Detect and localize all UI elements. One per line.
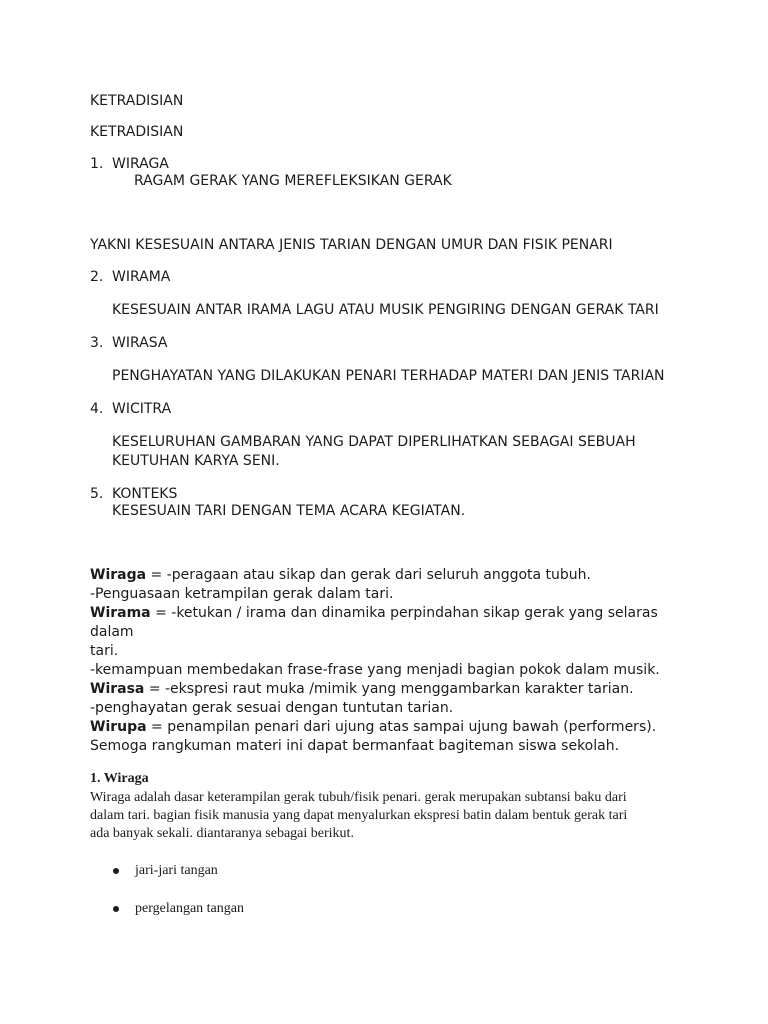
closing-line: Semoga rangkuman materi ini dapat bermanfaat bagiteman siswa sekolah.: [90, 738, 620, 754]
doc-subtitle: KETRADISIAN: [90, 124, 184, 140]
list-item-3-desc: PENGHAYATAN YANG DILAKUKAN PENARI TERHADAP MATERI DAN JENIS TARIAN: [112, 368, 665, 384]
def-wirama-text: = -ketukan / irama dan dinamika perpindahan sikap gerak yang selaras: [150, 605, 658, 621]
section-para-line1: Wiraga adalah dasar keterampilan gerak tubuh/fisik penari. gerak merupakan subtansi baku dari: [90, 790, 627, 805]
def-wirasa-text: = -ekspresi raut muka /mimik yang menggambarkan karakter tarian.: [144, 681, 634, 697]
list-item-2: [0, 268, 768, 288]
def-wirupa-text: = penampilan penari dari ujung atas sampai ujung bawah (performers).: [146, 719, 657, 735]
list-number: 1.: [90, 156, 104, 172]
def-wirasa-line2: -penghayatan gerak sesuai dengan tuntutan tarian.: [90, 700, 454, 716]
def-wirama-line2: dalam: [90, 624, 134, 640]
list-item-4: [0, 400, 768, 420]
bullet-item: pergelangan tangan: [135, 901, 244, 916]
list-number: 5.: [90, 486, 104, 502]
list-item-1-desc: RAGAM GERAK YANG MEREFLEKSIKAN GERAK: [134, 173, 452, 189]
bullet-icon: [113, 868, 119, 874]
def-wirupa: [90, 718, 656, 737]
bullet-icon: [113, 906, 119, 912]
list-label: WIRASA: [112, 335, 168, 351]
list-item-4-desc-line1: KESELURUHAN GAMBARAN YANG DAPAT DIPERLIHATKAN SEBAGAI SEBUAH: [112, 434, 636, 450]
term-wirama: Wirama: [90, 605, 151, 621]
term-wiraga: Wiraga: [90, 567, 147, 583]
def-wiraga-text: = -peragaan atau sikap dan gerak dari seluruh anggota tubuh.: [146, 567, 591, 583]
list-number: 2.: [90, 269, 104, 285]
bullet-item: jari-jari tangan: [135, 863, 218, 878]
list-label: WIRAMA: [112, 269, 171, 285]
def-wirama: [90, 604, 658, 623]
def-wirama-line4: -kemampuan membedakan frase-frase yang menjadi bagian pokok dalam musik.: [90, 662, 660, 678]
section-para-line2: dalam tari. bagian fisik manusia yang dapat menyalurkan ekspresi batin dalam bentuk gerak tari: [90, 808, 628, 823]
list-item-2-desc: KESESUAIN ANTAR IRAMA LAGU ATAU MUSIK PENGIRING DENGAN GERAK TARI: [112, 302, 659, 318]
def-wiraga-line2: -Penguasaan ketrampilan gerak dalam tari.: [90, 586, 394, 602]
def-wirasa: [90, 680, 634, 699]
list-number: 4.: [90, 401, 104, 417]
list-item-5-desc: KESESUAIN TARI DENGAN TEMA ACARA KEGIATAN.: [112, 503, 466, 519]
def-wiraga: [90, 566, 591, 585]
list-item-4-desc-line2: KEUTUHAN KARYA SENI.: [112, 453, 280, 469]
section-para-line3: ada banyak sekali. diantaranya sebagai berikut.: [90, 826, 354, 841]
def-wirama-line3: tari.: [90, 643, 119, 659]
list-item-3: [0, 334, 768, 354]
section-heading: 1. Wiraga: [90, 771, 149, 786]
list-label: WIRAGA: [112, 156, 169, 172]
list-label: KONTEKS: [112, 486, 178, 502]
term-wirasa: Wirasa: [90, 681, 145, 697]
term-wirupa: Wirupa: [90, 719, 147, 735]
doc-title: KETRADISIAN: [90, 93, 184, 109]
list-label: WICITRA: [112, 401, 172, 417]
yakni-paragraph: YAKNI KESESUAIN ANTARA JENIS TARIAN DENGAN UMUR DAN FISIK PENARI: [90, 237, 613, 253]
list-number: 3.: [90, 335, 104, 351]
